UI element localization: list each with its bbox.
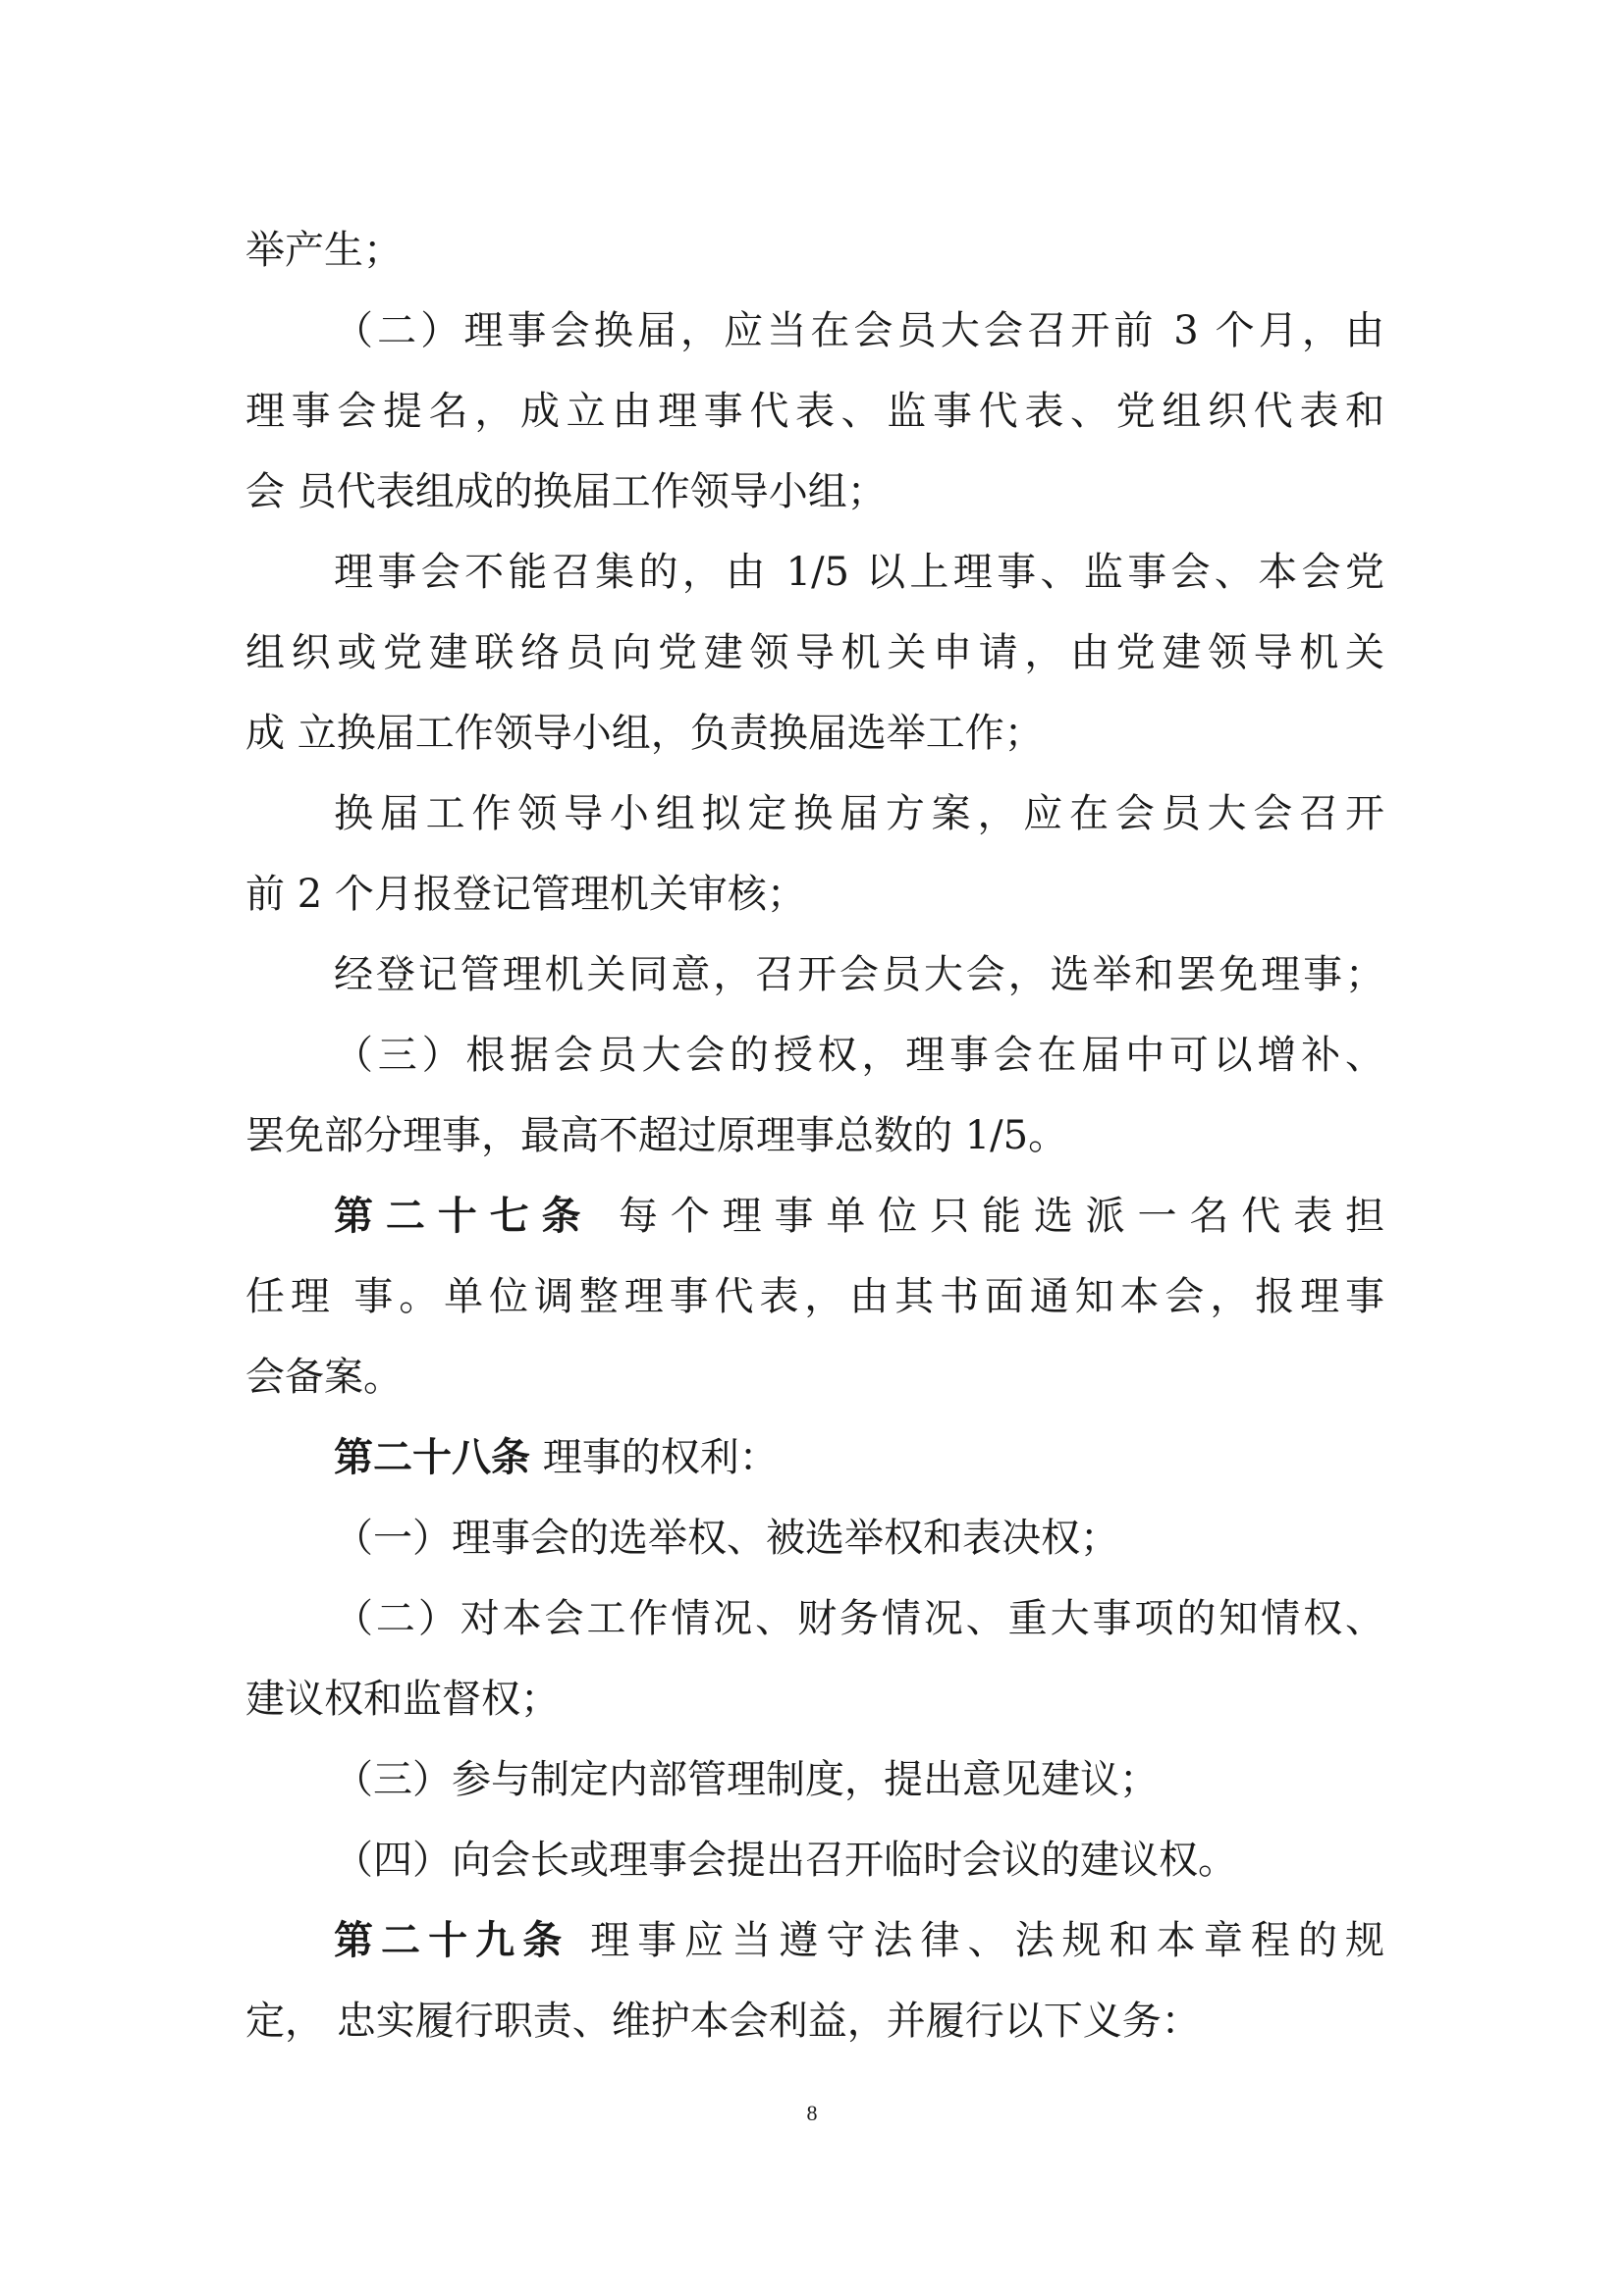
article-29-line: 第二十九条 理事应当遵守法律、法规和本章程的规 — [334, 1918, 1384, 1963]
paragraph-line: 经登记管理机关同意，召开会员大会，选举和罢免理事； — [334, 952, 1384, 997]
paragraph-line: （二）对本会工作情况、财务情况、重大事项的知情权、 — [334, 1596, 1384, 1641]
article-27-line: 第二十七条 每个理事单位只能选派一名代表担 — [334, 1194, 1384, 1239]
paragraph-line: 定， 忠实履行职责、维护本会利益，并履行以下义务： — [245, 1999, 1201, 2044]
paragraph-line: 前 2 个月报登记管理机关审核； — [245, 872, 806, 917]
paragraph-line: （三）参与制定内部管理制度，提出意见建议； — [334, 1757, 1159, 1802]
article-28-line: 第二十八条 理事的权利： — [334, 1435, 779, 1480]
paragraph-line: 成 立换届工作领导小组，负责换届选举工作； — [245, 711, 1044, 756]
paragraph-line: （三）根据会员大会的授权，理事会在届中可以增补、 — [334, 1033, 1384, 1078]
paragraph-line: （四）向会长或理事会提出召开临时会议的建议权。 — [334, 1838, 1237, 1883]
paragraph-line: （二）理事会换届，应当在会员大会召开前 3 个月，由 — [334, 308, 1384, 353]
paragraph-line: 换届工作领导小组拟定换届方案，应在会员大会召开 — [334, 791, 1384, 836]
article-heading: 第二十八条 — [334, 1435, 530, 1480]
paragraph-line: 会 员代表组成的换届工作领导小组； — [245, 469, 887, 514]
paragraph-line: 任理 事。单位调整理事代表，由其书面通知本会，报理事 — [245, 1274, 1384, 1319]
paragraph-line: 举产生； — [245, 228, 403, 273]
article-heading: 第二十九条 — [334, 1918, 570, 1963]
page-number: 8 — [806, 2101, 818, 2125]
paragraph-line: 组织或党建联络员向党建领导机关申请，由党建领导机关 — [245, 630, 1384, 675]
paragraph-line: 建议权和监督权； — [245, 1677, 560, 1722]
paragraph-line: 罢免部分理事，最高不超过原理事总数的 1/5。 — [245, 1113, 1068, 1158]
paragraph-line: （一）理事会的选举权、被选举权和表决权； — [334, 1516, 1119, 1561]
article-heading: 第二十七条 — [334, 1194, 594, 1239]
paragraph-line: 理事会不能召集的，由 1/5 以上理事、监事会、本会党 — [334, 550, 1384, 595]
paragraph-line: 理事会提名，成立由理事代表、监事代表、党组织代表和 — [245, 389, 1384, 434]
paragraph-line: 会备案。 — [245, 1355, 403, 1400]
